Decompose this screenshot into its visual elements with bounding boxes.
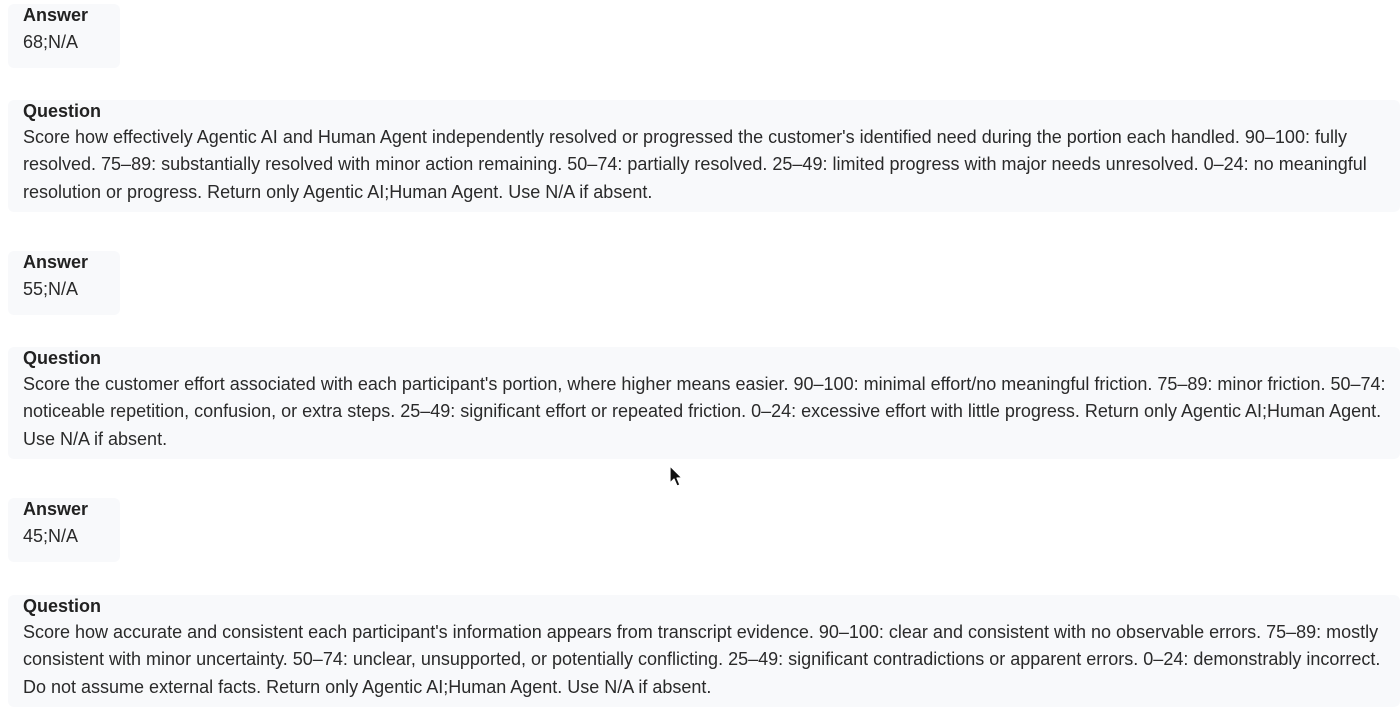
question-label: Question <box>23 596 102 616</box>
answer-block <box>8 251 120 315</box>
question-text: Score how effectively Agentic AI and Human Agent independently resolved or progressed the customer's identified need during the portion each handled. 90–100: fully resolved. 75–89: substantially resolved with minor action remaining. 50–74: partially resolved. 25–49: limited progress with major needs unresolved. 0–24: no meaningful resolution or progress. Return only Agentic AI;Human Agent. Use N/A if absent. <box>23 127 1367 202</box>
question-text: Score how accurate and consistent each participant's information appears from transcript evidence. 90–100: clear and consistent with no observable errors. 75–89: mostly consistent with minor uncertainty. 50–74: unclear, unsupported, or potentially conflicting. 25–49: significant contradictions or apparent errors. 0–24: demonstrably incorrect. Do not assume external facts. Return only Agentic AI;Human Agent. Use N/A if absent. <box>23 622 1381 697</box>
question-label: Question <box>23 348 102 368</box>
question-text: Score the customer effort associated with each participant's portion, where higher means easier. 90–100: minimal effort/no meaningful friction. 75–89: minor friction. 50–74: noticeable repetition, confusion, or extra steps. 25–49: significant effort or repeated friction. 0–24: excessive effort with little progress. Return only Agentic AI;Human Agent. Use N/A if absent. <box>23 374 1386 449</box>
answer-block <box>8 4 120 68</box>
question-block <box>8 100 1400 212</box>
answer-label: Answer <box>23 252 89 272</box>
question-block <box>8 595 1400 707</box>
answer-label: Answer <box>23 5 89 25</box>
pointer-arrow-icon <box>669 465 685 489</box>
question-block <box>8 347 1400 459</box>
answer-text: 45;N/A <box>23 526 79 546</box>
answer-text: 55;N/A <box>23 279 79 299</box>
answer-block <box>8 498 120 562</box>
answer-label: Answer <box>23 499 89 519</box>
question-label: Question <box>23 101 102 121</box>
answer-text: 68;N/A <box>23 32 79 52</box>
